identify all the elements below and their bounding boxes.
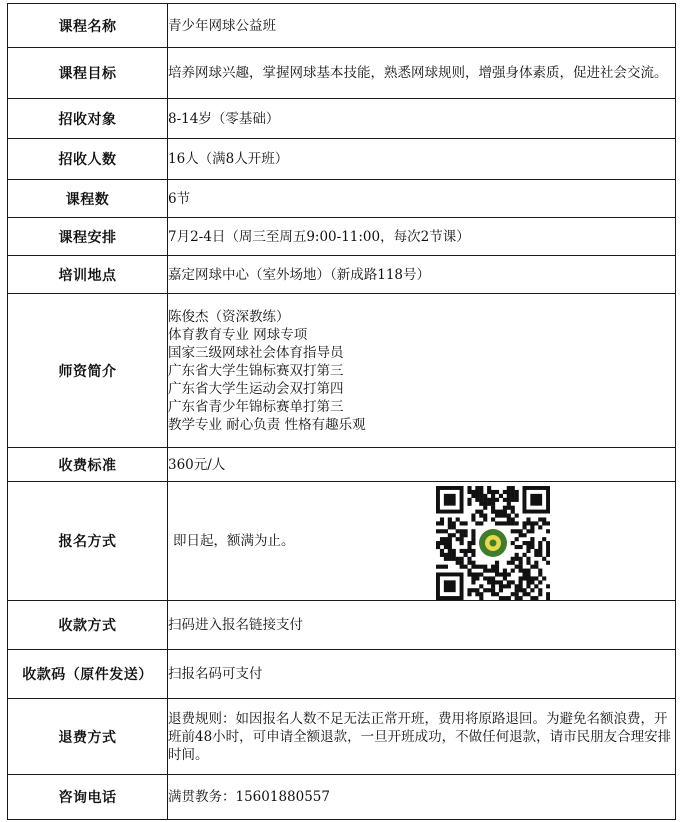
coach-bio-line: 广东省青少年锦标赛单打第三: [168, 398, 344, 415]
table-row: [8, 775, 676, 820]
table-row: [8, 218, 676, 256]
row-value: 8-14岁（零基础）: [168, 99, 676, 139]
row-value: 即日起，额满为止。: [173, 533, 295, 549]
table-row: [8, 180, 676, 218]
row-label: 招收对象: [8, 99, 168, 139]
row-value: 6节: [168, 180, 676, 218]
table-row: [8, 139, 676, 180]
coach-bio-line: 体育教育专业 网球专项: [168, 326, 308, 343]
coach-bio: [168, 294, 676, 448]
coach-bio-line: 广东省大学生运动会双打第四: [168, 380, 344, 397]
coach-bio-line: 国家三级网球社会体育指导员: [168, 344, 344, 361]
coach-bio-line: 教学专业 耐心负责 性格有趣乐观: [168, 416, 366, 433]
row-value: 7月2-4日（周三至周五9:00-11:00，每次2节课）: [168, 218, 676, 256]
table-row: [8, 256, 676, 294]
row-value: 退费规则：如因报名人数不足无法正常开班，费用将原路退回。为避免名额浪费，开班前48小时，可申请全额退款，一旦开班成功，不做任何退款，请市民朋友合理安排时间。: [168, 699, 676, 775]
row-label: 培训地点: [8, 256, 168, 294]
coach-bio-line: 陈俊杰（资深教练）: [168, 308, 290, 325]
registration-cell: [168, 482, 676, 601]
row-label: 课程安排: [8, 218, 168, 256]
row-label: 招收人数: [8, 139, 168, 180]
row-label: 课程名称: [8, 4, 168, 48]
row-label: 收款码（原件发送）: [8, 650, 168, 699]
qr-code-icon[interactable]: [436, 486, 550, 600]
registration-content: [168, 483, 675, 600]
table-row: [8, 482, 676, 601]
row-value: 16人（满8人开班）: [168, 139, 676, 180]
table-row: [8, 99, 676, 139]
row-label: 退费方式: [8, 699, 168, 775]
row-label: 咨询电话: [8, 775, 168, 820]
row-label: 收费标准: [8, 448, 168, 482]
row-value: 满贯教务：15601880557: [168, 775, 676, 820]
row-label: 收款方式: [8, 601, 168, 650]
table-row: [8, 294, 676, 448]
row-value: 360元/人: [168, 448, 676, 482]
row-value: 青少年网球公益班: [168, 4, 676, 48]
table-row: [8, 448, 676, 482]
row-value: 嘉定网球中心（室外场地）（新成路118号）: [168, 256, 676, 294]
table-row: [8, 601, 676, 650]
table-row: [8, 4, 676, 48]
row-label: 报名方式: [8, 482, 168, 601]
row-label: 课程数: [8, 180, 168, 218]
row-value: 扫报名码可支付: [168, 650, 676, 699]
table-row: [8, 650, 676, 699]
coach-bio-line: 广东省大学生锦标赛双打第三: [168, 362, 344, 379]
row-label: 师资简介: [8, 294, 168, 448]
table-row: [8, 48, 676, 99]
table-row: [8, 699, 676, 775]
row-value: 培养网球兴趣，掌握网球基本技能，熟悉网球规则，增强身体素质，促进社会交流。: [168, 48, 676, 99]
course-info-table: [7, 3, 676, 820]
row-value: 扫码进入报名链接支付: [168, 601, 676, 650]
row-label: 课程目标: [8, 48, 168, 99]
